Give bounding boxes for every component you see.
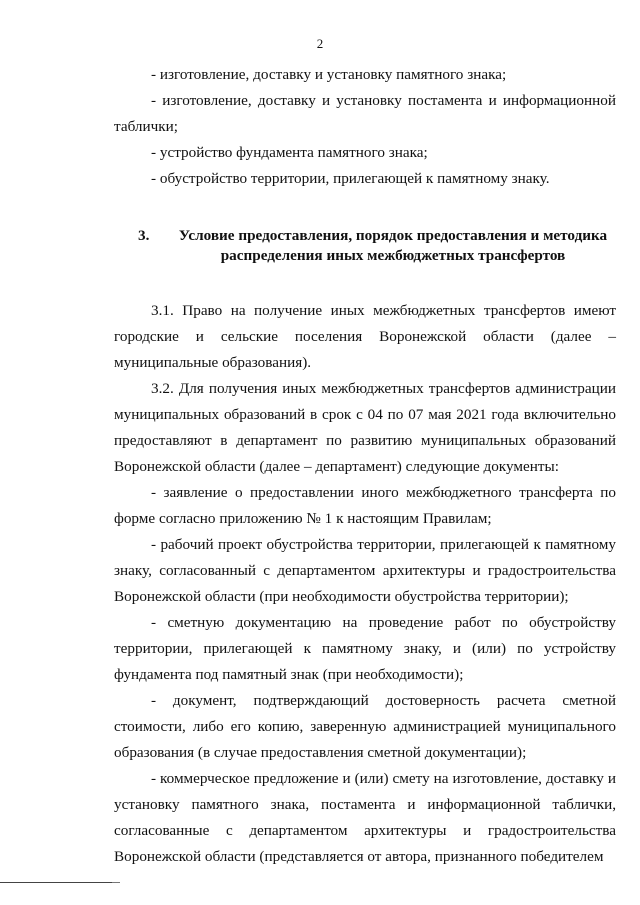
section-title-line: распределения иных межбюджетных трансфертов bbox=[220, 247, 566, 264]
intro-item: - обустройство территории, прилегающей к памятному знаку. bbox=[151, 170, 550, 187]
section-title bbox=[170, 226, 616, 266]
intro-item: - устройство фундамента памятного знака; bbox=[151, 144, 428, 161]
paragraph-3-2: 3.2. Для получения иных межбюджетных трансфертов администрации муниципальных образований в срок с 04 по 07 мая 2021 года включительно предоставляют в департамент по развитию муниципальных образований Воронежской области (далее – департамент) следующие документы: bbox=[114, 380, 616, 475]
section-heading bbox=[114, 226, 616, 266]
section-number: 3. bbox=[138, 227, 150, 244]
intro-item: - изготовление, доставку и установку постамента и информационной таблички; bbox=[114, 92, 616, 135]
footer-rule bbox=[112, 882, 120, 883]
page-number: 2 bbox=[316, 36, 324, 51]
paragraph-3-1: 3.1. Право на получение иных межбюджетных трансфертов имеют городские и сельские поселения Воронежской области (далее – муниципальные образования). bbox=[114, 302, 616, 371]
document-item: - рабочий проект обустройства территории, прилегающей к памятному знаку, согласованный с департаментом архитектуры и градостроительства Воронежской области (при необходимости обустройства территории); bbox=[114, 536, 616, 605]
section-title-line: Условие предоставления, порядок предоставления и методика bbox=[178, 227, 608, 244]
intro-item: - изготовление, доставку и установку памятного знака; bbox=[151, 66, 507, 83]
document-item: - документ, подтверждающий достоверность расчета сметной стоимости, либо его копию, заверенную администрацией муниципального образования (в случае предоставления сметной документации); bbox=[114, 692, 616, 761]
document-item: - коммерческое предложение и (или) смету на изготовление, доставку и установку памятного знака, постамента и информационной таблички, согласованные с департаментом архитектуры и градостроительства Воронежской области (представляется от автора, признанного победителем bbox=[114, 770, 616, 865]
document-body bbox=[114, 62, 616, 870]
document-item: - заявление о предоставлении иного межбюджетного трансферта по форме согласно приложению № 1 к настоящим Правилам; bbox=[114, 484, 616, 527]
footer-rule bbox=[0, 882, 112, 883]
document-item: - сметную документацию на проведение работ по обустройству территории, прилегающей к памятному знаку, и (или) по устройству фундамента под памятный знак (при необходимости); bbox=[114, 614, 616, 683]
